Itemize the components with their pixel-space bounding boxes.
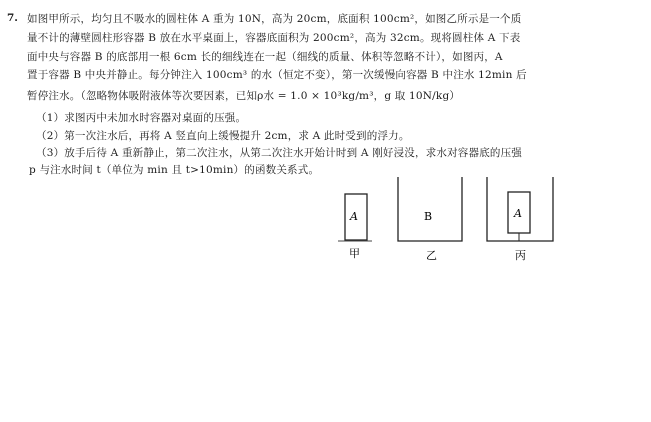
question-line-2: 量不计的薄壁圆柱形容器 B 放在水平桌面上，容器底面积为 200cm²，高为 32cm。现将圆柱体 A 下表 xyxy=(27,32,521,44)
figure-yi-caption: 乙 xyxy=(426,249,437,262)
sub-question-3-cont: p 与注水时间 t（单位为 min 且 t>10min）的函数关系式。 xyxy=(29,164,320,176)
figure-jia xyxy=(338,194,372,260)
figure-bing xyxy=(487,177,553,262)
container-b xyxy=(398,177,462,241)
question-line-5: 暂停注水。（忽略物体吸附液体等次要因素，已知ρ水 = 1.0 × 10³kg/m³，g 取 10N/kg） xyxy=(27,90,461,102)
cylinder-a-label: A xyxy=(350,210,358,223)
sub-question-1: （1）求图丙中未加水时容器对桌面的压强。 xyxy=(36,112,247,124)
question-line-4: 置于容器 B 中央并静止。每分钟注入 100cm³ 的水（恒定不变），第一次缓慢向容器 B 中注水 12min 后 xyxy=(27,69,527,81)
figure-jia-caption: 甲 xyxy=(349,247,360,260)
question-number: 7. xyxy=(7,12,18,24)
question-line-1: 如图甲所示，均匀且不吸水的圆柱体 A 重为 10N，高为 20cm，底面积 100cm²，如图乙所示是一个质 xyxy=(27,13,522,25)
sub-question-2: （2）第一次注水后，再将 A 竖直向上缓慢提升 2cm，求 A 此时受到的浮力。 xyxy=(36,130,410,142)
sub-question-3: （3）放手后待 A 重新静止，第二次注水，从第二次注水开始计时到 A 刚好浸没，求水对容器底的压强 xyxy=(36,147,522,159)
question-line-3: 面中央与容器 B 的底部用一根 6cm 长的细线连在一起（细线的质量、体积等忽略不计），如图丙，A xyxy=(27,51,503,63)
container-b-label: B xyxy=(424,210,433,223)
figure-yi xyxy=(398,177,462,262)
cylinder-a-in-container-label: A xyxy=(514,207,522,220)
figure-bing-caption: 丙 xyxy=(515,249,526,262)
